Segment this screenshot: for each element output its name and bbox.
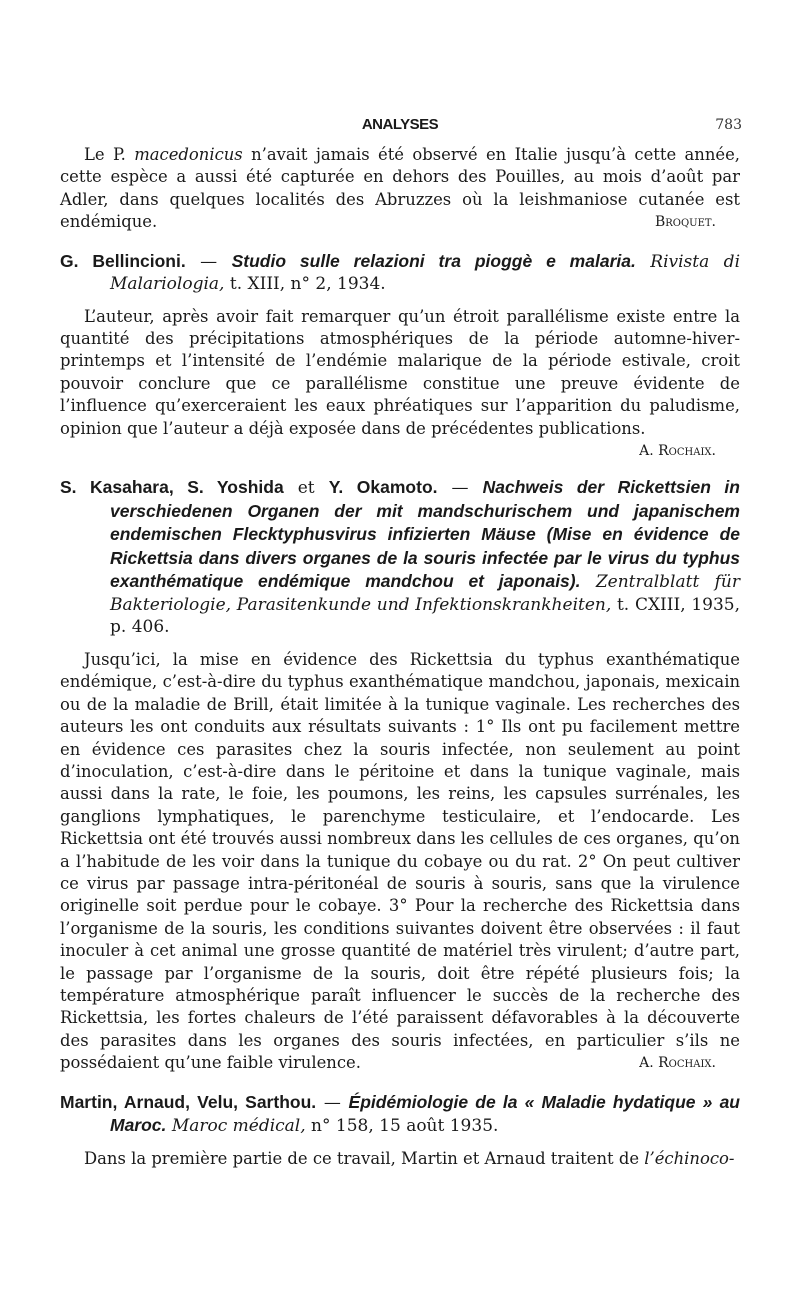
- entry2-ref: t. XIII, n° 2, 1934.: [224, 274, 386, 295]
- entry3-authors-b: Y. Okamoto.: [328, 477, 438, 498]
- running-title: ANALYSES: [361, 116, 439, 133]
- entry3-heading: S. Kasahara, S. Yoshida et Y. Okamoto. — Nachweis der Rickettsien in verschiedenen Organen der mit mandschurischem und japanischem endemischen Flecktyphusvirus infizierten Mäuse (Mise en évidence de Rickettsia dans divers organes de la souris infectée par le virus du typhus exanthématique endémique mandchou et japonais). Zentralblatt für Bakteriologie, Parasitenkunde und Infektionskrankheiten, t. CXIII, 1935, p. 406.: [60, 477, 740, 638]
- entry2-heading: G. Bellincioni. — Studio sulle relazioni tra pioggè e malaria. Rivista di Malariologia, t. XIII, n° 2, 1934.: [60, 250, 741, 295]
- page-number: 783: [715, 117, 742, 133]
- entry4-journal: Maroc médical,: [171, 1116, 306, 1137]
- entry1-signature: Broquet.: [654, 214, 716, 231]
- species-name: macedonicus: [134, 145, 243, 164]
- page: [60, 108, 740, 1170]
- entry3-journal: Zentralblatt für Bakteriologie, Parasitenkunde und Infektionskrankheiten,: [110, 572, 740, 615]
- entry2-signature: A. Rochaix.: [639, 443, 716, 460]
- entry2-body: L’auteur, après avoir fait remarquer qu’un étroit parallélisme existe entre la quantité des précipitations atmosphériques de la période automne-hiver-printemps et l’intensité de l’endémie malarique de la période estivale, croit pouvoir conclure que ce parallélisme constitue une preuve évidente de l’influence qu’exerceraient les eaux phréatiques sur l’apparition du paludisme, opinion que l’auteur a déjà exposée dans de précédentes publications.: [60, 306, 740, 438]
- entry3-authors-a: S. Kasahara, S. Yoshida: [60, 477, 284, 498]
- entry4-authors: Martin, Arnaud, Velu, Sarthou.: [60, 1091, 317, 1112]
- entry3-signature: A. Rochaix.: [639, 1055, 716, 1072]
- entry4-body: Dans la première partie de ce travail, Martin et Arnaud traitent de l’échinoco-: [84, 1148, 735, 1168]
- entry4-heading: Martin, Arnaud, Velu, Sarthou. — Épidémiologie de la « Maladie hydatique » au Maroc. Maroc médical, n° 158, 15 août 1935.: [60, 1091, 740, 1137]
- entry4-ref: n° 158, 15 août 1935.: [305, 1116, 499, 1137]
- entry1-paragraph: Le P. macedonicus n’avait jamais été observé en Italie jusqu’à cette année, cette espèce a aussi été capturée en dehors des Pouilles, au mois d’août par Adler, dans quelques localités des Abruzzes où la leishmaniose cutanée est endémique. Broquet.: [60, 144, 740, 234]
- running-head: [60, 108, 740, 134]
- entry2-authors: G. Bellincioni.: [60, 250, 186, 271]
- entry2-title: Studio sulle relazioni tra pioggè e malaria.: [231, 250, 636, 271]
- entry3-body: Jusqu’ici, la mise en évidence des Rickettsia du typhus exanthématique endémique, c’est-à-dire du typhus exanthématique mandchou, japonais, mexicain ou de la maladie de Brill, était limitée à la tunique vaginale. Les recherches des auteurs les ont conduits aux résultats suivants : 1° Ils ont pu facilement mettre en évidence ces parasites chez la souris infectée, non seulement au point d’inoculation, c’est-à-dire dans le péritoine et dans la tunique vaginale, mais aussi dans la rate, le foie, les poumons, les reins, les capsules surrénales, les ganglions lymphatiques, le parenchyme testiculaire, et l’endocarde. Les Rickettsia ont été trouvés aussi nombreux dans les cellules de ces organes, qu’on a l’habitude de les voir dans la tunique du cobaye ou du rat. 2° On peut cultiver ce virus par passage intra-péritonéal de souris à souris, sans que la virulence originelle soit perdue pour le cobaye. 3° Pour la recherche des Rickettsia dans l’organisme de la souris, les conditions suivantes doivent être observées : il faut inoculer à cet animal une grosse quantité de matériel très virulent; d’autre part, le passage par l’organisme de la souris, doit être répété plusieurs fois; la température atmosphérique paraît influencer le succès de la recherche des Rickettsia, les fortes chaleurs de l’été paraissent défavorables à la découverte des parasites dans les organes des souris infectées, en particulier s’ils ne possédaient qu’une faible virulence. A. Rochaix.: [60, 649, 740, 1075]
- entry3-ref: t. CXIII, 1935, p. 406.: [110, 594, 740, 638]
- entry4-title: Épidémiologie de la « Maladie hydatique » au Maroc.: [110, 1091, 740, 1136]
- entry3-title: Nachweis der Rickettsien in verschiedenen Organen der mit mandschurischem und japanischem endemischen Flecktyphusvirus infizierten Mäuse (Mise en évidence de Rickettsia dans divers organes de la souris infectée par le virus du typhus exanthématique endémique mandchou et japonais).: [110, 477, 740, 592]
- entry2-journal: Rivista di Malariologia,: [110, 251, 741, 295]
